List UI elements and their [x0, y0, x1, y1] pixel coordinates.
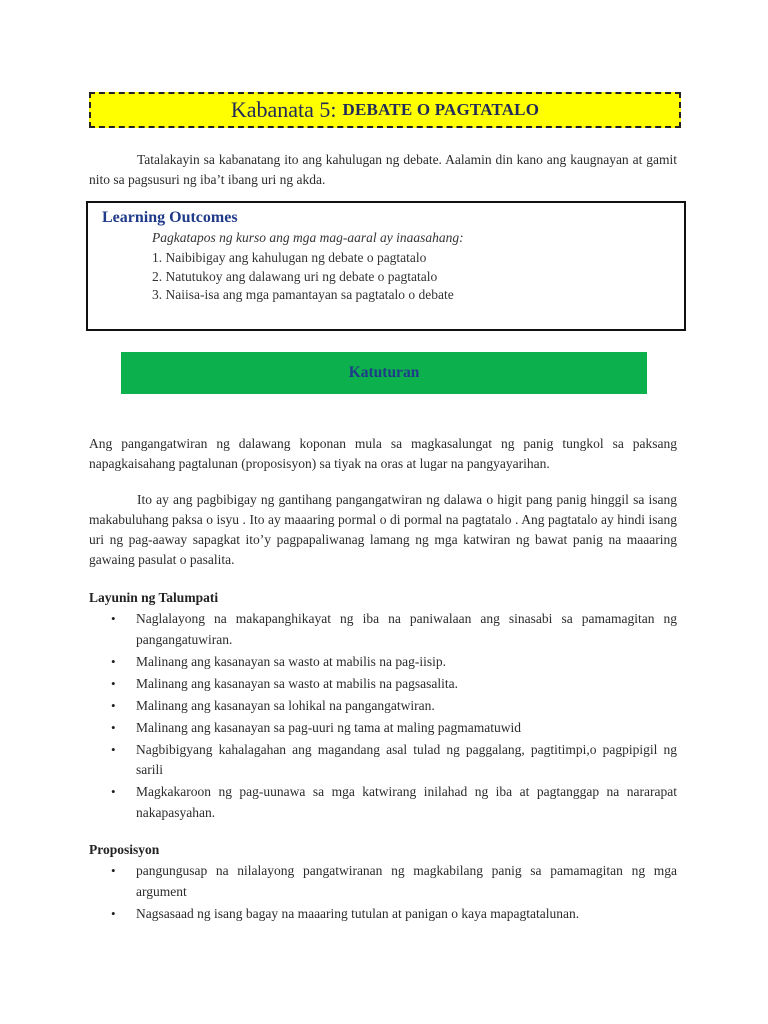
- list-item-text: pangungusap na nilalayong pangatwiranan ng magkabilang panig sa pamamagitan ng mga argument: [136, 863, 677, 899]
- list-item: [89, 696, 677, 717]
- learning-outcomes-box: [86, 201, 686, 331]
- layunin-list: [89, 609, 677, 825]
- list-item-text: Malinang ang kasanayan sa pag-uuri ng tama at maling pagmamatuwid: [136, 719, 522, 735]
- learning-outcome-item: 2. Natutukoy ang dalawang uri ng debate o pagtatalo: [152, 268, 438, 284]
- definition-paragraph: Ang pangangatwiran ng dalawang koponan mula sa magkasalungat ng panig tungkol sa paksang napagkaisahang pagtalunan (proposisyon) sa tiyak na oras at lugar na pangyayarihan.: [89, 436, 677, 471]
- list-item: [89, 718, 677, 739]
- list-item-text: Malinang ang kasanayan sa lohikal na pangangatwiran.: [136, 697, 435, 713]
- learning-outcome-item: 1. Naibibigay ang kahulugan ng debate o pagtatalo: [152, 250, 427, 265]
- explanation-paragraph: Ito ay ang pagbibigay ng gantihang pangangatwiran ng dalawa o higit pang panig hinggil sa isang makabuluhang paksa o isyu . Ito ay maaaring pormal o di pormal na pagtatalo . Ang pagtatalo ay hindi isang uri ng pag-aaway sapagkat ito’y pagpapaliwanag lamang ng mga katwiran ng bawat panig na maaaring gawaing pasulat o pasalita.: [89, 492, 677, 567]
- proposisyon-list: [89, 861, 677, 926]
- bullet-icon: •: [111, 905, 116, 921]
- learning-outcomes-list: [152, 249, 454, 305]
- list-item: [89, 674, 677, 695]
- list-item: [89, 861, 677, 902]
- list-item: [89, 609, 677, 650]
- bullet-icon: •: [111, 719, 116, 735]
- list-item: [89, 740, 677, 781]
- bullet-icon: •: [111, 653, 116, 669]
- list-item: [89, 904, 677, 925]
- learning-outcomes-title: Learning Outcomes: [102, 209, 238, 226]
- layunin-heading: Layunin ng Talumpati: [89, 590, 219, 605]
- bullet-icon: •: [111, 863, 116, 878]
- list-item-text: Naglalayong na makapanghikayat ng iba na paniwalaan ang sinasabi sa pamamagitan ng pangangatuwiran.: [136, 611, 677, 647]
- bullet-icon: •: [111, 675, 116, 691]
- bullet-icon: •: [111, 741, 116, 757]
- chapter-title-box: [89, 92, 681, 128]
- chapter-title-sub: DEBATE O PAGTATALO: [342, 100, 540, 119]
- chapter-title-main: Kabanata 5:: [230, 97, 337, 122]
- bullet-icon: •: [111, 697, 116, 713]
- intro-paragraph: Tatalakayin sa kabanatang ito ang kahulugan ng debate. Aalamin din kano ang kaugnayan at gamit nito sa pagsusuri ng iba’t ibang uri ng akda.: [89, 152, 677, 187]
- list-item-text: Nagbibigyang kahalagahan ang magandang asal tulad ng paggalang, pagtitimpi,o pagpipigil ng sarili: [136, 741, 677, 777]
- section-header-bar: [121, 352, 647, 394]
- list-item-text: Nagsasaad ng isang bagay na maaaring tutulan at panigan o kaya mapagtatalunan.: [136, 905, 580, 921]
- bullet-icon: •: [111, 611, 116, 626]
- learning-outcome-item: 3. Naiisa-isa ang mga pamantayan sa pagtatalo o debate: [152, 287, 454, 302]
- list-item: [89, 652, 677, 673]
- list-item-text: Malinang ang kasanayan sa wasto at mabilis na pagsasalita.: [136, 675, 459, 691]
- bullet-icon: •: [111, 784, 116, 799]
- learning-outcomes-intro: Pagkatapos ng kurso ang mga mag-aaral ay inaasahang:: [152, 230, 464, 245]
- list-item: [89, 782, 677, 823]
- list-item-text: Magkakaroon ng pag-uunawa sa mga katwirang inilahad ng iba at pagtanggap na nararapat nakapasyahan.: [136, 784, 677, 820]
- section-header-label: Katuturan: [348, 364, 420, 381]
- list-item-text: Malinang ang kasanayan sa wasto at mabilis na pag-iisip.: [136, 653, 447, 669]
- proposisyon-heading: Proposisyon: [89, 842, 160, 857]
